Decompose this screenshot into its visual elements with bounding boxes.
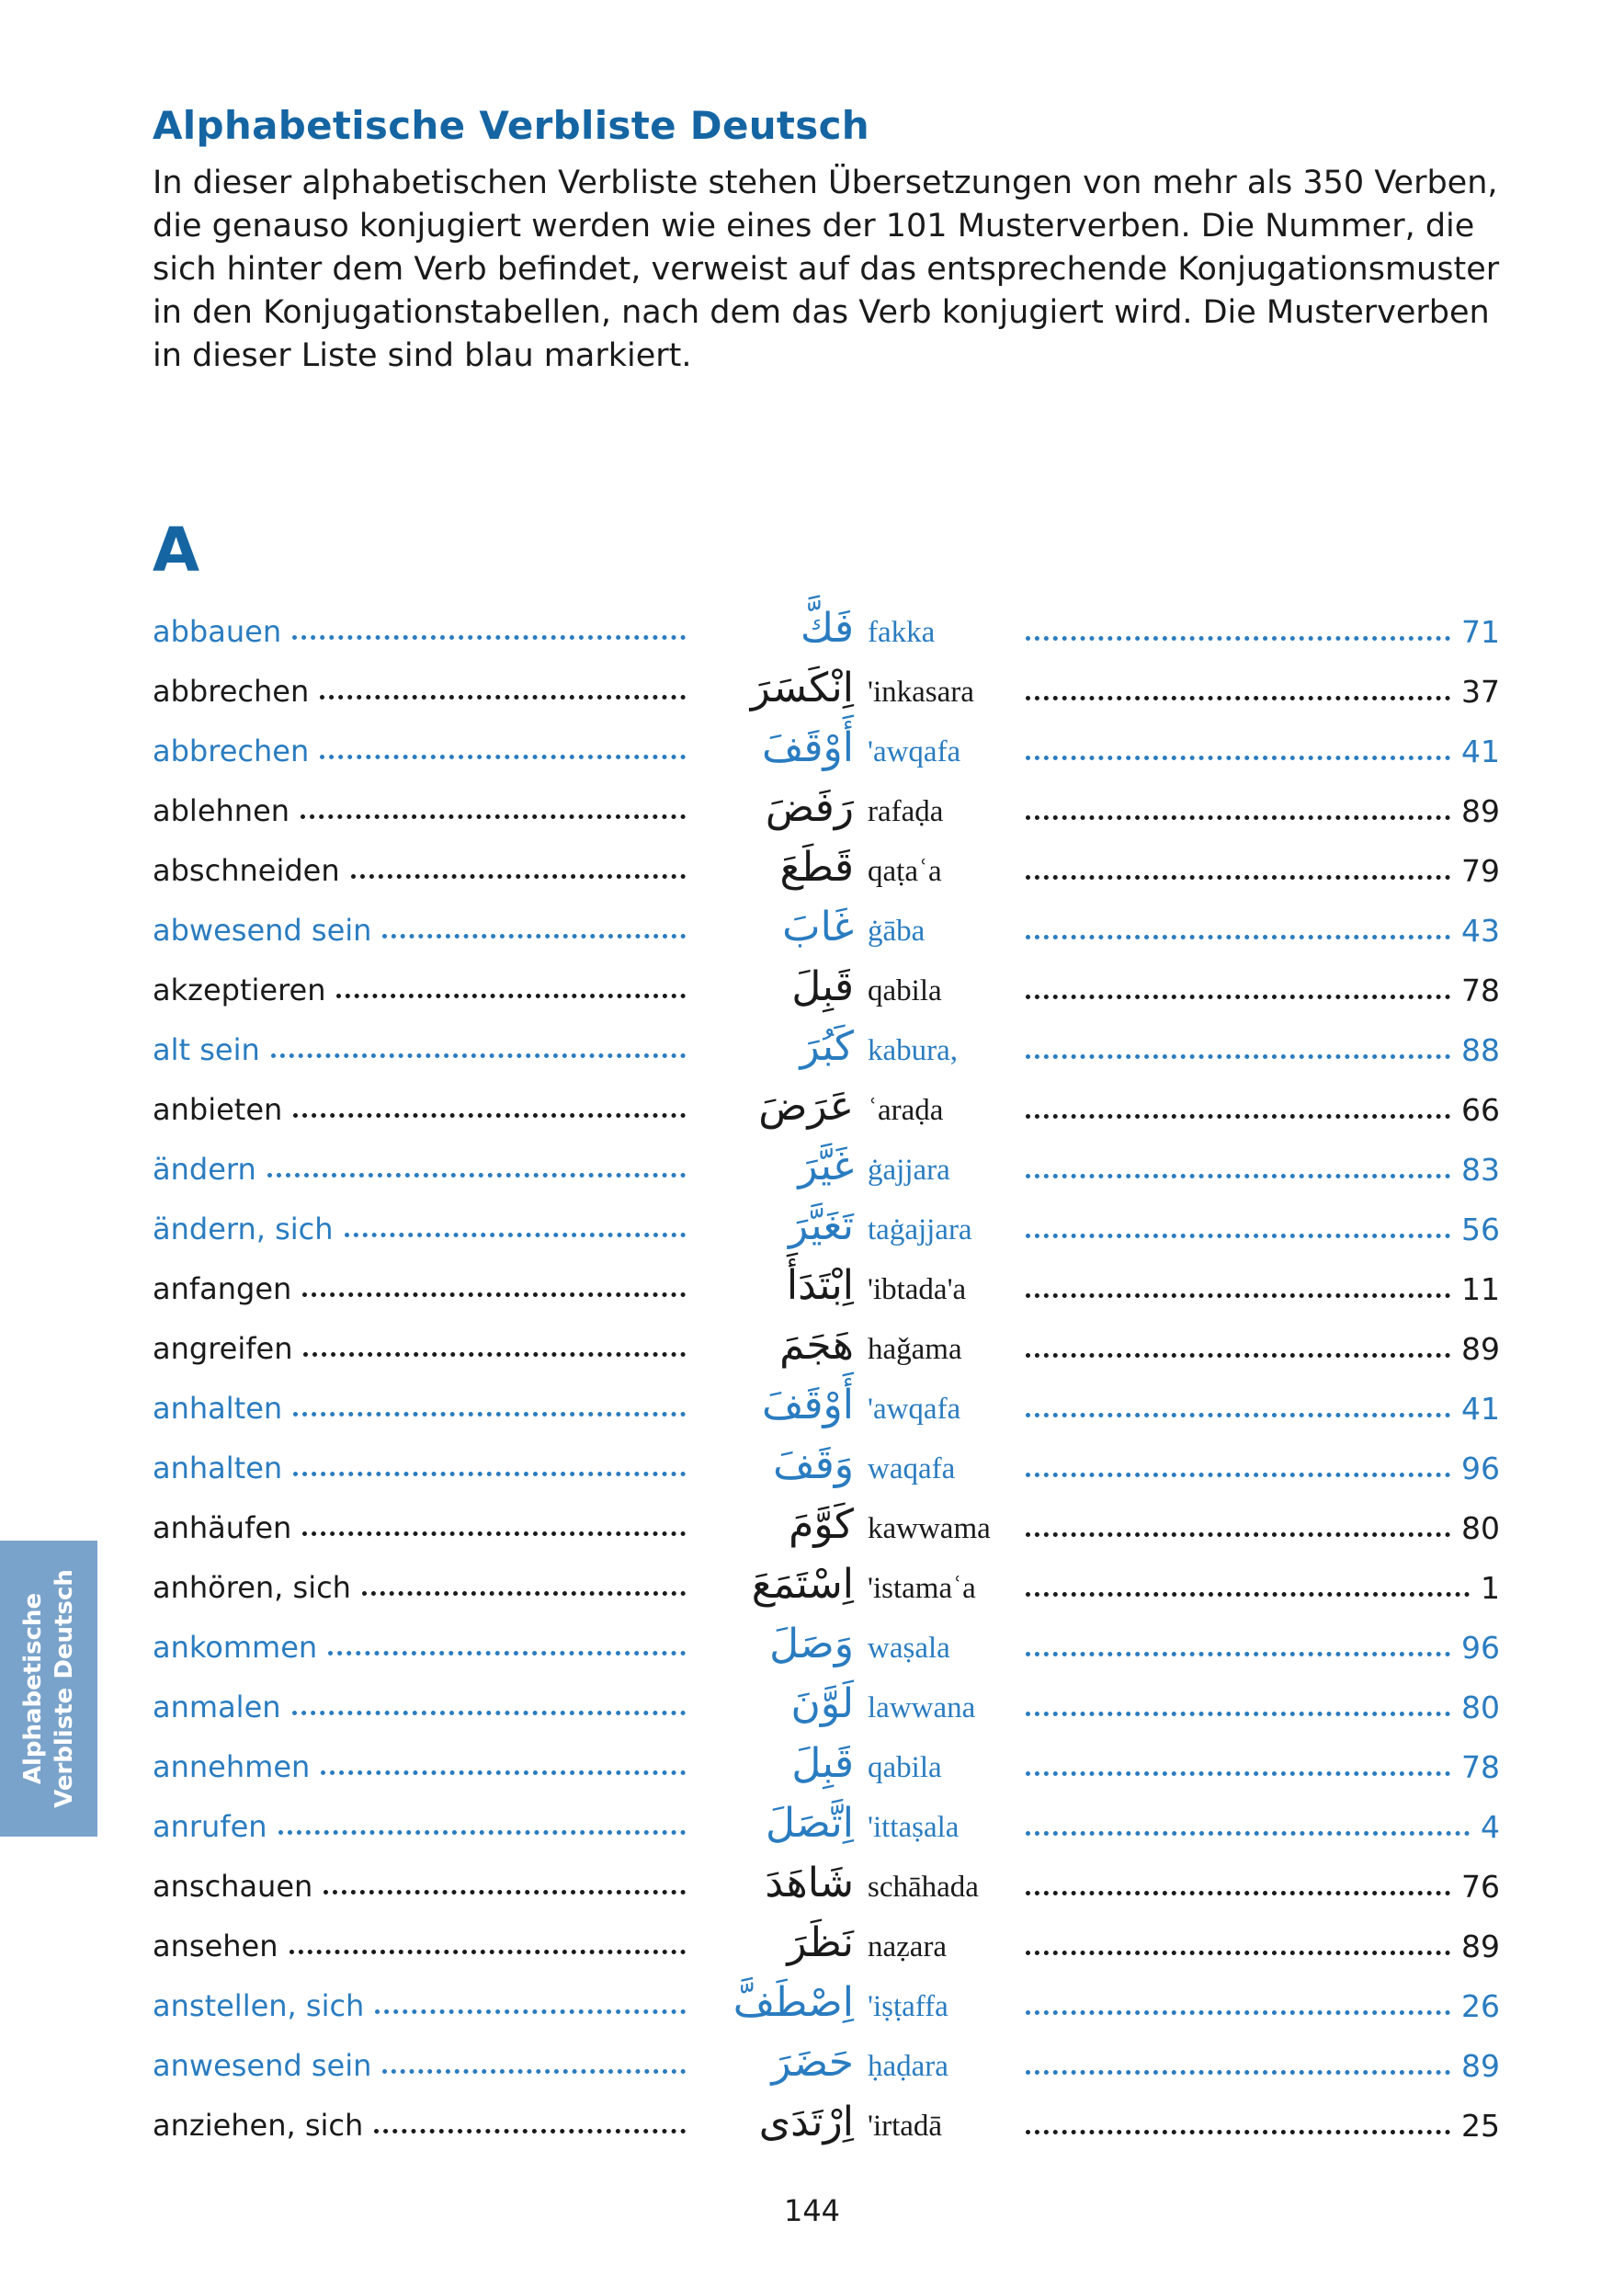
side-tab[interactable] [0, 1541, 97, 1837]
pattern-number: 41 [1461, 1391, 1500, 1427]
page-title: Alphabetische Verbliste Deutsch [153, 103, 870, 148]
arabic-verb: اِنْكَسَرَ [750, 665, 854, 711]
german-verb: anziehen, sich [153, 2108, 364, 2143]
pattern-number-cell [1026, 1092, 1500, 1128]
verb-list [0, 605, 1624, 2158]
dot-leader [301, 814, 686, 819]
pattern-number-cell [1026, 1869, 1500, 1905]
german-verb: angreifen [153, 1331, 293, 1366]
dot-leader [1026, 1174, 1450, 1178]
german-verb: anhalten [153, 1391, 283, 1426]
german-verb: abbrechen [153, 674, 310, 709]
dot-leader [293, 1113, 686, 1118]
arabic-verb: اِتَّصَلَ [766, 1800, 854, 1847]
transliteration: lawwana [868, 1691, 976, 1724]
pattern-number-cell [1026, 1630, 1500, 1666]
pattern-number-cell [1026, 2108, 1500, 2144]
german-verb: ablehnen [153, 793, 290, 828]
transliteration: rafaḍa [868, 795, 944, 828]
side-tab-label [17, 1569, 80, 1808]
pattern-number: 96 [1461, 1451, 1500, 1486]
transliteration: waṣala [868, 1632, 950, 1665]
german-verb: abbauen [153, 614, 282, 649]
arabic-verb: اِسْتَمَعَ [751, 1561, 854, 1608]
dot-leader [1026, 935, 1450, 939]
dot-leader [267, 1173, 686, 1178]
german-verb-cell [153, 1391, 686, 1426]
table-row [0, 1322, 1624, 1382]
dot-leader [278, 1830, 686, 1835]
german-verb-cell [153, 1451, 686, 1485]
dot-leader [1026, 1652, 1450, 1656]
pattern-number-cell [1026, 853, 1500, 889]
dot-leader [1026, 1592, 1470, 1597]
table-row [0, 1979, 1624, 2039]
transliteration: ḥaḍara [868, 2050, 948, 2083]
pattern-number-cell [1026, 1152, 1500, 1188]
table-row [0, 1919, 1624, 1979]
german-verb-cell [153, 793, 686, 828]
transliteration: qabila [868, 974, 942, 1007]
table-row [0, 2099, 1624, 2158]
table-row [0, 1262, 1624, 1322]
pattern-number: 88 [1461, 1032, 1500, 1068]
german-verb-cell [153, 913, 686, 948]
transliteration: qaṭaʿa [868, 855, 942, 888]
pattern-number-cell [1026, 1212, 1500, 1247]
table-row [0, 1382, 1624, 1441]
table-row [0, 844, 1624, 904]
pattern-number: 37 [1461, 674, 1500, 710]
pattern-number-cell [1026, 913, 1500, 949]
german-verb: anhalten [153, 1451, 283, 1485]
german-verb-cell [153, 1212, 686, 1246]
pattern-number-cell [1026, 1809, 1500, 1845]
table-row [0, 1501, 1624, 1561]
arabic-verb: غَيَّرَ [798, 1143, 854, 1189]
dot-leader [302, 1292, 686, 1297]
arabic-verb: اِبْتَدَأَ [786, 1262, 854, 1309]
german-verb-cell [153, 853, 686, 888]
transliteration: ġāba [868, 915, 926, 948]
german-verb: akzeptieren [153, 973, 326, 1007]
transliteration: naẓara [868, 1930, 948, 1963]
table-row [0, 1680, 1624, 1740]
german-verb: anschauen [153, 1869, 313, 1904]
pattern-number: 4 [1481, 1809, 1500, 1845]
german-verb: anfangen [153, 1271, 292, 1306]
dot-leader [351, 874, 686, 879]
arabic-verb: وَصَلَ [769, 1621, 854, 1667]
dot-leader [302, 1531, 686, 1536]
arabic-verb: عَرَضَ [758, 1083, 854, 1130]
transliteration: taġajjara [868, 1213, 972, 1246]
arabic-verb: تَغَيَّرَ [788, 1202, 854, 1249]
side-tab-line1: Alphabetische [19, 1592, 47, 1785]
arabic-verb: لَوَّنَ [790, 1680, 854, 1727]
pattern-number-cell [1026, 1391, 1500, 1427]
transliteration: 'inkasara [868, 676, 974, 709]
pattern-number: 71 [1461, 614, 1500, 650]
arabic-verb: قَبِلَ [791, 1740, 854, 1787]
pattern-number: 78 [1461, 973, 1500, 1008]
arabic-verb: وَقَفَ [773, 1441, 854, 1488]
german-verb-cell [153, 1032, 686, 1067]
table-row [0, 1621, 1624, 1680]
arabic-verb: غَابَ [782, 904, 854, 950]
section-letter: A [153, 515, 200, 586]
pattern-number: 79 [1461, 853, 1500, 889]
german-verb: abwesend sein [153, 913, 372, 948]
table-row [0, 1083, 1624, 1143]
arabic-verb: كَبُرَ [800, 1023, 854, 1070]
german-verb-cell [153, 1271, 686, 1306]
german-verb: anhören, sich [153, 1570, 351, 1605]
german-verb-cell [153, 1690, 686, 1724]
pattern-number-cell [1026, 734, 1500, 769]
table-row [0, 1023, 1624, 1083]
table-row [0, 1441, 1624, 1501]
transliteration: 'istamaʿa [868, 1572, 976, 1605]
german-verb: ankommen [153, 1630, 318, 1665]
german-verb-cell [153, 674, 686, 709]
german-verb: annehmen [153, 1749, 311, 1784]
table-row [0, 605, 1624, 665]
table-row [0, 1860, 1624, 1919]
dot-leader [362, 1591, 686, 1596]
dot-leader [382, 934, 686, 939]
dot-leader [1026, 1712, 1450, 1716]
pattern-number-cell [1026, 1570, 1500, 1606]
table-row [0, 2039, 1624, 2099]
arabic-verb: فَكَّ [800, 605, 854, 652]
pattern-number: 41 [1461, 734, 1500, 769]
pattern-number-cell [1026, 1988, 1500, 2024]
transliteration: ʿaraḍa [868, 1094, 944, 1127]
table-row [0, 963, 1624, 1023]
transliteration: haǧama [868, 1333, 962, 1366]
transliteration: kawwama [868, 1512, 991, 1545]
pattern-number: 89 [1461, 793, 1500, 829]
german-verb-cell [153, 1570, 686, 1605]
german-verb: anstellen, sich [153, 1988, 365, 2023]
table-row [0, 1143, 1624, 1202]
german-verb: anmalen [153, 1690, 281, 1724]
german-verb: ändern [153, 1152, 256, 1187]
table-row [0, 665, 1624, 724]
dot-leader [1026, 1951, 1450, 1955]
german-verb-cell [153, 2108, 686, 2143]
pattern-number-cell [1026, 1032, 1500, 1068]
transliteration: 'ittaṣala [868, 1811, 960, 1844]
pattern-number-cell [1026, 1690, 1500, 1725]
dot-leader [1026, 1831, 1470, 1836]
german-verb-cell [153, 1630, 686, 1665]
pattern-number: 43 [1461, 913, 1500, 949]
german-verb-cell [153, 1988, 686, 2023]
pattern-number-cell [1026, 2048, 1500, 2084]
dot-leader [293, 1412, 686, 1417]
dot-leader [324, 1890, 686, 1895]
transliteration: fakka [868, 616, 936, 649]
dot-leader [320, 755, 686, 759]
pattern-number-cell [1026, 1451, 1500, 1486]
arabic-verb: قَبِلَ [791, 963, 854, 1010]
arabic-verb: اِرْتَدَى [758, 2099, 854, 2145]
german-verb-cell [153, 1929, 686, 1963]
arabic-verb: شَاهَدَ [765, 1860, 854, 1906]
table-row [0, 1740, 1624, 1800]
pattern-number: 1 [1481, 1570, 1500, 1606]
dot-leader [1026, 696, 1450, 700]
dot-leader [321, 1770, 686, 1775]
pattern-number: 80 [1461, 1690, 1500, 1725]
arabic-verb: حَضَرَ [771, 2039, 854, 2086]
pattern-number: 25 [1461, 2108, 1500, 2144]
pattern-number: 76 [1461, 1869, 1500, 1905]
dot-leader [1026, 815, 1450, 820]
german-verb: anhäufen [153, 1510, 292, 1545]
german-verb-cell [153, 614, 686, 649]
pattern-number: 96 [1461, 1630, 1500, 1666]
dot-leader [1026, 2130, 1450, 2134]
pattern-number: 80 [1461, 1510, 1500, 1546]
german-verb: anwesend sein [153, 2048, 372, 2083]
dot-leader [1026, 1532, 1450, 1537]
arabic-verb: نَظَرَ [787, 1919, 854, 1966]
pattern-number: 89 [1461, 1929, 1500, 1964]
pattern-number: 78 [1461, 1749, 1500, 1785]
arabic-verb: رَفَضَ [765, 784, 854, 831]
dot-leader [303, 1352, 686, 1357]
arabic-verb: هَجَمَ [779, 1322, 854, 1369]
dot-leader [1026, 995, 1450, 999]
dot-leader [1026, 1771, 1450, 1776]
dot-leader [1026, 1054, 1450, 1059]
dot-leader [374, 2129, 686, 2134]
dot-leader [328, 1651, 686, 1656]
table-row [0, 724, 1624, 784]
transliteration: schāhada [868, 1871, 979, 1904]
table-row [0, 784, 1624, 844]
pattern-number: 56 [1461, 1212, 1500, 1247]
german-verb: anbieten [153, 1092, 283, 1127]
arabic-verb: اِصْطَفَّ [733, 1979, 854, 2026]
arabic-verb: كَوَّمَ [789, 1501, 854, 1548]
dot-leader [320, 695, 686, 700]
pattern-number: 26 [1461, 1988, 1500, 2024]
pattern-number: 89 [1461, 1331, 1500, 1367]
dot-leader [1026, 2070, 1450, 2075]
german-verb: abbrechen [153, 734, 310, 768]
transliteration: waqafa [868, 1452, 956, 1485]
transliteration: 'ibtada'a [868, 1273, 967, 1306]
transliteration: kabura, [868, 1034, 959, 1067]
pattern-number-cell [1026, 1749, 1500, 1785]
table-row [0, 1202, 1624, 1262]
table-row [0, 904, 1624, 963]
transliteration: 'awqafa [868, 735, 961, 768]
pattern-number-cell [1026, 674, 1500, 710]
german-verb-cell [153, 1510, 686, 1545]
transliteration: qabila [868, 1751, 942, 1784]
dot-leader [290, 1950, 687, 1954]
german-verb-cell [153, 973, 686, 1007]
dot-leader [1026, 1293, 1450, 1298]
table-row [0, 1800, 1624, 1860]
pattern-number-cell [1026, 1929, 1500, 1964]
german-verb-cell [153, 734, 686, 768]
german-verb: ändern, sich [153, 1212, 334, 1246]
page-number: 144 [783, 2193, 841, 2228]
dot-leader [292, 1711, 686, 1715]
dot-leader [1026, 636, 1450, 641]
dot-leader [1026, 875, 1450, 880]
dot-leader [345, 1233, 686, 1237]
dot-leader [1026, 1114, 1450, 1119]
german-verb-cell [153, 1092, 686, 1127]
pattern-number-cell [1026, 1510, 1500, 1546]
german-verb: ansehen [153, 1929, 278, 1963]
arabic-verb: أَوْقَفَ [761, 1382, 854, 1428]
dot-leader [292, 635, 686, 640]
german-verb-cell [153, 2048, 686, 2083]
dot-leader [1026, 1234, 1450, 1238]
german-verb-cell [153, 1749, 686, 1784]
pattern-number: 83 [1461, 1152, 1500, 1188]
pattern-number-cell [1026, 614, 1500, 650]
arabic-verb: أَوْقَفَ [761, 724, 854, 771]
pattern-number: 11 [1461, 1271, 1500, 1307]
pattern-number-cell [1026, 1331, 1500, 1367]
arabic-verb: قَطَعَ [779, 844, 854, 891]
german-verb-cell [153, 1331, 686, 1366]
german-verb-cell [153, 1809, 686, 1844]
german-verb: alt sein [153, 1032, 260, 1067]
table-row [0, 1561, 1624, 1621]
dot-leader [1026, 756, 1450, 760]
german-verb: abschneiden [153, 853, 340, 888]
transliteration: ġajjara [868, 1154, 950, 1187]
pattern-number-cell [1026, 1271, 1500, 1307]
german-verb-cell [153, 1869, 686, 1904]
german-verb-cell [153, 1152, 686, 1187]
dot-leader [1026, 2010, 1450, 2015]
dot-leader [1026, 1413, 1450, 1417]
dot-leader [1026, 1353, 1450, 1358]
pattern-number: 66 [1461, 1092, 1500, 1128]
dot-leader [375, 2009, 686, 2014]
pattern-number: 89 [1461, 2048, 1500, 2084]
pattern-number-cell [1026, 973, 1500, 1008]
transliteration: 'awqafa [868, 1393, 961, 1426]
transliteration: 'iṣṭaffa [868, 1990, 948, 2023]
dot-leader [382, 2069, 686, 2074]
dot-leader [1026, 1891, 1450, 1895]
pattern-number-cell [1026, 793, 1500, 829]
dot-leader [293, 1472, 686, 1476]
intro-paragraph: In dieser alphabetischen Verbliste stehen Übersetzungen von mehr als 350 Verben, die genauso konjugiert werden wie eines der 101 Musterverben. Die Nummer, die sich hinter dem Verb befindet, verweist auf das entsprechende Konjugationsmuster in den Konjugationstabellen, nach dem das Verb konjugiert wird. Die Musterverben in dieser Liste sind blau markiert. [153, 165, 1500, 374]
dot-leader [1026, 1473, 1450, 1477]
side-tab-line2: Verbliste Deutsch [51, 1569, 78, 1808]
transliteration: 'irtadā [868, 2110, 943, 2143]
dot-leader [271, 1053, 686, 1058]
dot-leader [336, 994, 686, 998]
german-verb: anrufen [153, 1809, 267, 1844]
